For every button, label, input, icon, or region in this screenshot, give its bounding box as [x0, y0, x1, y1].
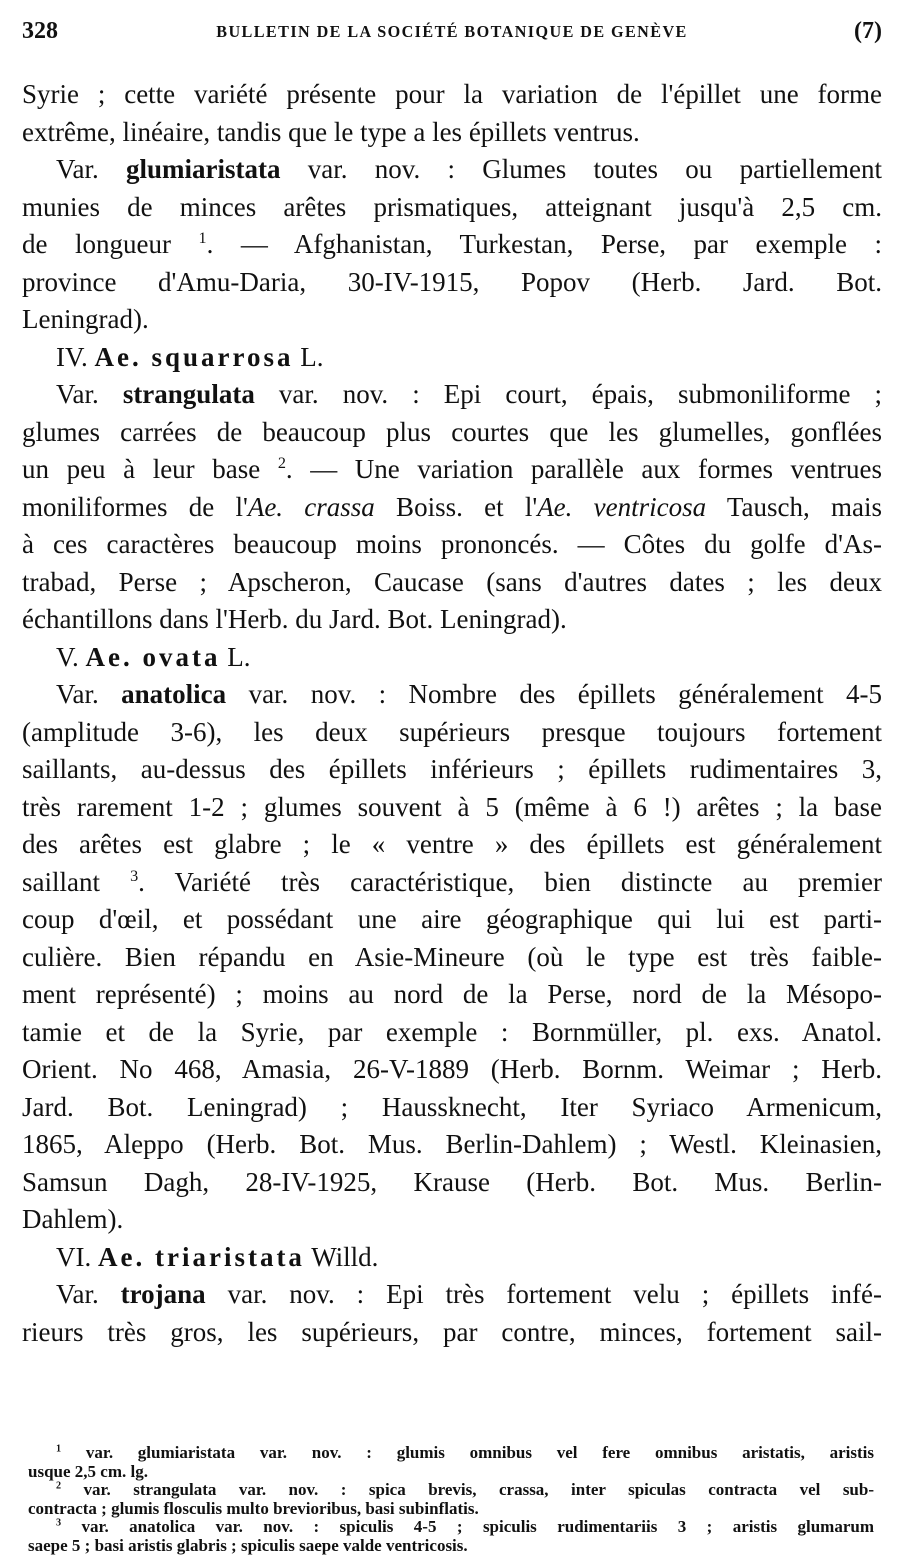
footnote-marker: 1 [198, 229, 206, 247]
text-run: Tausch, mais [706, 492, 882, 522]
text-run: de longueur [22, 229, 198, 259]
text-run: extrême, linéaire, tandis que le type a les épillets ventrus. [22, 117, 640, 147]
text-line [22, 1201, 882, 1239]
text-run: Leningrad). [22, 304, 149, 334]
text-run: . — Afghanistan, Turkestan, Perse, par exemple : [207, 229, 882, 259]
footnote-marker: 1 [56, 1443, 61, 1454]
text-run: échantillons dans l'Herb. du Jard. Bot. Leningrad). [22, 604, 567, 634]
text-run: à ces caractères beaucoup moins prononcés. — Côtes du golfe d'As- [22, 529, 882, 559]
text-run: Syrie ; cette variété présente pour la variation de l'épillet une forme [22, 79, 882, 109]
text-line [22, 114, 882, 152]
text-run: saepe 5 ; basi aristis glabris ; spiculis saepe valde ventricosis. [28, 1536, 468, 1555]
text-line [22, 564, 882, 602]
text-run: IV. [56, 342, 95, 372]
footnote-marker: 2 [278, 454, 286, 472]
text-run: munies de minces arêtes prismatiques, atteignant jusqu'à 2,5 cm. [22, 192, 882, 222]
footnotes [28, 1444, 874, 1555]
text-line [22, 526, 882, 564]
text-run: Samsun Dagh, 28-IV-1925, Krause (Herb. Bot. Mus. Berlin- [22, 1167, 882, 1197]
footnote-marker: 3 [56, 1517, 61, 1528]
text-line [22, 151, 882, 189]
variety-name: strangulata [123, 379, 255, 409]
species-heading: Ae. squarrosa [95, 342, 294, 372]
text-line [22, 1276, 882, 1314]
footnote-line [28, 1444, 874, 1463]
text-run: var. glumiaristata var. nov. : glumis omnibus vel fere omnibus aristatis, aristis [61, 1443, 874, 1462]
text-line [22, 414, 882, 452]
text-run: saillant [22, 867, 130, 897]
text-run: L. [221, 642, 251, 672]
variety-name: trojana [121, 1279, 206, 1309]
text-line [22, 864, 882, 902]
text-run: contracta ; glumis flosculis multo brevioribus, basi subinflatis. [28, 1499, 479, 1518]
journal-title: BULLETIN DE LA SOCIÉTÉ BOTANIQUE DE GENÈVE [44, 22, 861, 42]
text-run: V. [56, 642, 86, 672]
text-run: Willd. [305, 1242, 378, 1272]
text-run: ment représenté) ; moins au nord de la Perse, nord de la Mésopo- [22, 979, 882, 1009]
text-line [22, 939, 882, 977]
footnote-line [28, 1500, 874, 1519]
text-run: usque 2,5 cm. lg. [28, 1462, 148, 1481]
text-line [22, 676, 882, 714]
text-run: trabad, Perse ; Apscheron, Caucase (sans d'autres dates ; les deux [22, 567, 882, 597]
footnote-line [28, 1537, 874, 1555]
text-run: var. nov. : Epi court, épais, submoniliforme ; [255, 379, 882, 409]
text-line [22, 489, 882, 527]
variety-name: anatolica [121, 679, 226, 709]
text-run: tamie et de la Syrie, par exemple : Bornmüller, pl. exs. Anatol. [22, 1017, 882, 1047]
text-run: var. nov. : Nombre des épillets généralement 4-5 [226, 679, 882, 709]
footnote-marker: 3 [130, 867, 138, 885]
text-line [22, 1239, 882, 1277]
text-run: rieurs très gros, les supérieurs, par contre, minces, fortement sail- [22, 1317, 882, 1347]
text-line [22, 226, 882, 264]
text-line [22, 601, 882, 639]
text-line [22, 1051, 882, 1089]
text-run: (amplitude 3-6), les deux supérieurs presque toujours fortement [22, 717, 882, 747]
text-run: Boiss. et l' [375, 492, 537, 522]
text-line [22, 1089, 882, 1127]
text-run: Orient. No 468, Amasia, 26-V-1889 (Herb. Bornm. Weimar ; Herb. [22, 1054, 882, 1084]
text-run: Var. [56, 1279, 121, 1309]
species-name: Ae. ventricosa [537, 492, 706, 522]
text-line [22, 1164, 882, 1202]
text-line [22, 976, 882, 1014]
text-run: coup d'œil, et possédant une aire géographique qui lui est parti- [22, 904, 882, 934]
text-run: . Variété très caractéristique, bien distincte au premier [138, 867, 882, 897]
text-run: glumes carrées de beaucoup plus courtes que les glumelles, gonflées [22, 417, 882, 447]
species-heading: Ae. triaristata [98, 1242, 305, 1272]
text-line [22, 751, 882, 789]
text-run: . — Une variation parallèle aux formes ventrues [286, 454, 882, 484]
text-run: très rarement 1-2 ; glumes souvent à 5 (même à 6 !) arêtes ; la base [22, 792, 882, 822]
species-name: Ae. crassa [248, 492, 375, 522]
text-run: province d'Amu-Daria, 30-IV-1915, Popov (Herb. Jard. Bot. [22, 267, 882, 297]
footnote-line [28, 1518, 874, 1537]
text-run: var. nov. : Glumes toutes ou partiellement [281, 154, 883, 184]
text-run: 1865, Aleppo (Herb. Bot. Mus. Berlin-Dahlem) ; Westl. Kleinasien, [22, 1129, 882, 1159]
text-run: L. [294, 342, 324, 372]
text-line [22, 1014, 882, 1052]
text-line [22, 189, 882, 227]
text-line [22, 1126, 882, 1164]
footnote-line [28, 1463, 874, 1482]
text-line [22, 76, 882, 114]
text-line [22, 1314, 882, 1352]
text-run: var. anatolica var. nov. : spiculis 4-5 ; spiculis rudimentariis 3 ; aristis glumarum [61, 1517, 874, 1536]
text-run: moniliformes de l' [22, 492, 248, 522]
footnote-marker: 2 [56, 1480, 61, 1491]
text-run: culière. Bien répandu en Asie-Mineure (où le type est très faible- [22, 942, 882, 972]
text-run: Jard. Bot. Leningrad) ; Haussknecht, Iter Syriaco Armenicum, [22, 1092, 882, 1122]
text-line [22, 376, 882, 414]
text-line [22, 901, 882, 939]
text-line [22, 714, 882, 752]
body-text [22, 76, 882, 1351]
text-run: Var. [56, 154, 126, 184]
footnote-line [28, 1481, 874, 1500]
variety-name: glumiaristata [126, 154, 281, 184]
running-header [22, 14, 882, 50]
text-run: Var. [56, 679, 121, 709]
text-run: saillants, au-dessus des épillets inférieurs ; épillets rudimentaires 3, [22, 754, 882, 784]
text-run: un peu à leur base [22, 454, 278, 484]
text-line [22, 789, 882, 827]
text-line [22, 639, 882, 677]
section-number: (7) [854, 18, 882, 45]
text-run: var. nov. : Epi très fortement velu ; épillets infé- [206, 1279, 882, 1309]
text-line [22, 339, 882, 377]
text-run: Var. [56, 379, 123, 409]
text-run: des arêtes est glabre ; le « ventre » des épillets est généralement [22, 829, 882, 859]
species-heading: Ae. ovata [86, 642, 221, 672]
text-line [22, 264, 882, 302]
text-run: Dahlem). [22, 1204, 123, 1234]
text-line [22, 826, 882, 864]
text-line [22, 301, 882, 339]
text-line [22, 451, 882, 489]
text-run: VI. [56, 1242, 98, 1272]
page-number: 328 [22, 18, 58, 45]
text-run: var. strangulata var. nov. : spica brevis, crassa, inter spiculas contracta vel sub- [61, 1480, 874, 1499]
